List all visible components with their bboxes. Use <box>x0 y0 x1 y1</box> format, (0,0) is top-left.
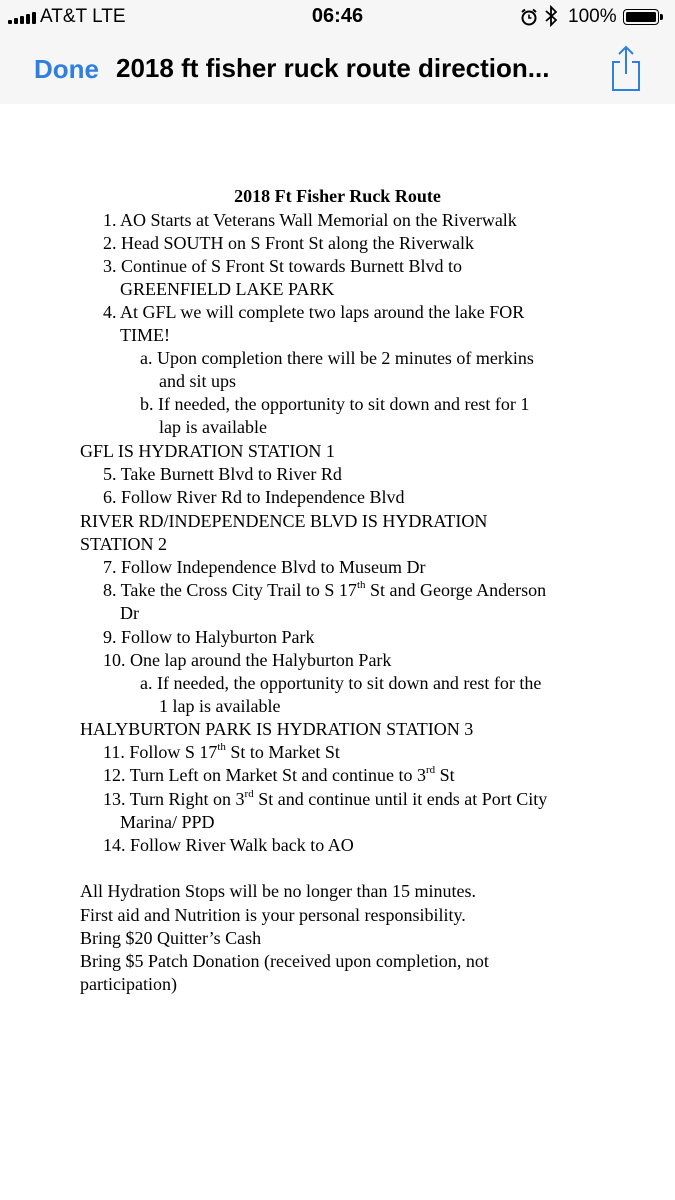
note-line: All Hydration Stops will be no longer than 15 minutes. <box>80 881 476 901</box>
battery-icon <box>623 9 659 25</box>
route-substep: a. Upon completion there will be 2 minutes of merkins <box>140 348 534 368</box>
hydration-station-heading: RIVER RD/INDEPENDENCE BLVD IS HYDRATION <box>80 511 488 531</box>
clock: 06:46 <box>311 5 364 27</box>
route-substep-continued: lap is available <box>159 417 267 437</box>
share-icon[interactable] <box>610 44 642 92</box>
alarm-icon <box>520 8 538 26</box>
hydration-station-heading: HALYBURTON PARK IS HYDRATION STATION 3 <box>80 719 474 739</box>
done-button[interactable]: Done <box>34 54 99 84</box>
route-step: 3. Continue of S Front St towards Burnett Blvd to <box>103 256 463 276</box>
route-substep-continued: 1 lap is available <box>159 696 281 716</box>
hydration-station-heading-continued: STATION 2 <box>80 534 168 554</box>
navigation-bar <box>0 0 675 104</box>
route-step-continued: GREENFIELD LAKE PARK <box>120 279 335 299</box>
route-substep-continued: and sit ups <box>159 371 237 391</box>
route-step: 1. AO Starts at Veterans Wall Memorial on the Riverwalk <box>103 210 517 230</box>
route-step-continued: TIME! <box>120 325 170 345</box>
hydration-station-heading: GFL IS HYDRATION STATION 1 <box>80 441 335 461</box>
route-step: 8. Take the Cross City Trail to S 17th St and George Anderson <box>103 579 547 600</box>
route-step: 14. Follow River Walk back to AO <box>103 835 354 855</box>
route-step: 13. Turn Right on 3rd St and continue until it ends at Port City <box>103 788 548 809</box>
route-step: 4. At GFL we will complete two laps around the lake FOR <box>103 302 525 322</box>
route-step: 7. Follow Independence Blvd to Museum Dr <box>103 557 426 577</box>
route-step: 12. Turn Left on Market St and continue to 3rd St <box>103 764 455 785</box>
note-line: First aid and Nutrition is your personal responsibility. <box>80 905 466 925</box>
route-step-continued: Dr <box>120 603 139 623</box>
route-step: 11. Follow S 17th St to Market St <box>103 741 340 762</box>
note-line: Bring $5 Patch Donation (received upon completion, not <box>80 951 489 971</box>
carrier-label: AT&T LTE <box>40 6 126 27</box>
route-step: 10. One lap around the Halyburton Park <box>103 650 392 670</box>
document-title: 2018 ft fisher ruck route direction... <box>116 53 550 83</box>
note-line-continued: participation) <box>80 974 177 994</box>
route-substep: a. If needed, the opportunity to sit down and rest for the <box>140 673 542 693</box>
route-title: 2018 Ft Fisher Ruck Route <box>234 186 441 206</box>
route-step: 2. Head SOUTH on S Front St along the Riverwalk <box>103 233 474 253</box>
route-step: 9. Follow to Halyburton Park <box>103 627 315 647</box>
route-step: 5. Take Burnett Blvd to River Rd <box>103 464 342 484</box>
route-step-continued: Marina/ PPD <box>120 812 215 832</box>
route-substep: b. If needed, the opportunity to sit down and rest for 1 <box>140 394 530 414</box>
battery-percentage: 100% <box>568 6 617 27</box>
note-line: Bring $20 Quitter’s Cash <box>80 928 262 948</box>
bluetooth-icon <box>545 5 557 27</box>
route-step: 6. Follow River Rd to Independence Blvd <box>103 487 405 507</box>
status-bar <box>0 0 675 36</box>
